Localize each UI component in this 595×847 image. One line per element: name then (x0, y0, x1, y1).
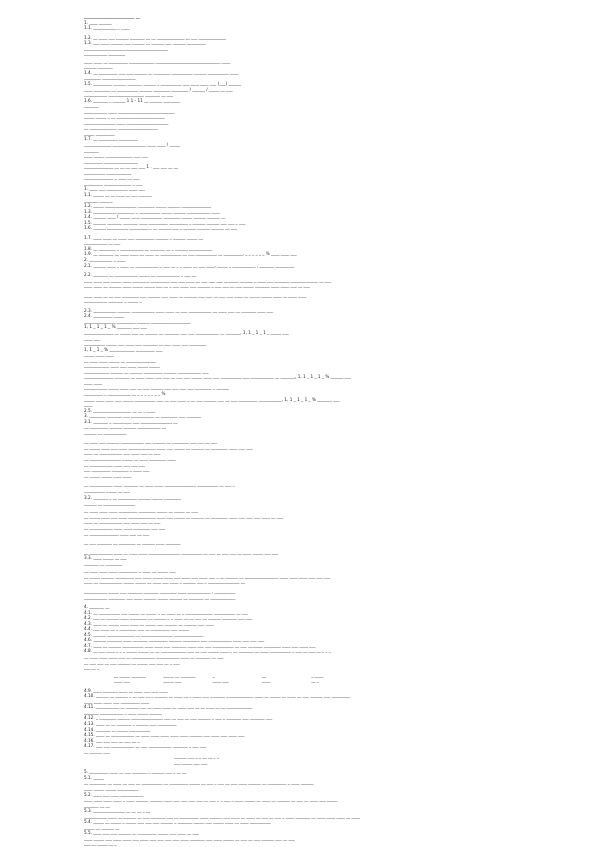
text-line: ____ ____ __ ______ ____ _____ _____ ___ __ _ ___ ____ ___ ______ _ ___ ___ __ ___ _____ _______ ____ ____ ___ __ ___ (84, 283, 310, 289)
text-line: _____ ____ ____ ___ _____ __________ ___ __ ___ ____ _ __ ___ ______ ___ __ ___ _________ ___________, 1, 1 _ 1 _ 1 _ % _______ ___ (84, 396, 340, 402)
text-line: __ ____ ____ ____ _________ _ ____ __ _____ ___ (84, 568, 176, 574)
text-line: 4.14. _______ __ _____ __________ (84, 726, 151, 732)
text-line: ____ __ ___________ _____ _____ __ ____ ___ ____ _ ______ ___ _ _______________ __ (84, 579, 246, 585)
text-line: 1.3. ___________ ________ _ __________ _____ ______ ___________ ____ (84, 208, 220, 214)
table-cell: __ _ (311, 678, 319, 684)
text-line: _________ _____________ _ ___ (84, 180, 143, 186)
text-line: 1.8. __ ________ _ ___________ __ _______ __ _ ______ ___________ (84, 245, 213, 251)
text-line: 3. ________ _______ ___ ___________ __ ________ ___ _______ (84, 413, 202, 419)
text-line: 4.10. ______ __ ______ _ __ ___ __ _ ______ __ ____ __ _ ____ ___ _______ _____________ ____ __ _____ __ ____ __ ___ ______ ___ _________ (84, 693, 351, 699)
text-line: 1.1. ___________ _ ____ (84, 25, 130, 31)
text-line: 5.3. _______________ __ __ __ _ __ (84, 808, 151, 814)
text-line: 2.1. ______ ____ _ ____ __ ___________ _ ___ __ _ _ ____ __ ___ ____, _____ _ ___________ , _______ _________ (84, 262, 295, 268)
table-cell: ____ (262, 678, 271, 684)
text-line: 5.5. ____ ___ ___ ______ __ _________ _____ ___ ____ __ ___ (84, 830, 199, 836)
table-header-cell: _ (212, 672, 215, 678)
text-line: 1.2. _____ _______________ ________ _____ ______ ______________ (84, 203, 211, 209)
text-line: __ _____ ____ ___ ____ _____________ ____ ___ _____ __ ______ __ ________ ____ ___ ___ ___ ____ __ ___ (84, 513, 284, 519)
text-line: ____________ ____ ___ ____ _____ _____ (84, 363, 160, 369)
text-line: ___________ ________ ___ ____ ______ _____ ______ __ _______ __ ____________ (84, 594, 236, 600)
text-line: 2.3. ___________ ______ ___________ ____ ____ __ ___ ___________ __ ____ ___ __ _______ ____ ___ (84, 307, 274, 313)
text-line: 4.16. ___ ___ ___ __ ___ __ _ (84, 737, 140, 743)
text-line: __ ___________ ____ _______ __ ____ ____ _______________ __________ __ ___ _ (84, 482, 235, 488)
text-line: ____ _____ _____ __________ (84, 786, 139, 791)
text-line: 5.4. _____ __ _____ _ _____ ___ ___ ___ ______ _ _______ _____ ___ _____ ____ __ ____ __________ (84, 819, 271, 825)
text-line: __ ____ ____ ____ _________ ________ _____ __ _____ __ ___ (84, 508, 198, 514)
text-line: 1, 1 _ 1 _ % ____________ _________ ___ (84, 346, 163, 352)
text-line: __ ______________ ____ ___ __ ___ (84, 530, 150, 536)
text-line: 2. ___________ _ ____ (84, 256, 126, 262)
text-line: 1. ____ ______ (84, 19, 112, 25)
text-line: ______ ___ _ _ __ __ _ _ (174, 754, 219, 760)
text-line: ____ ____ ____ ____ _ ____ ______ ______ ____ ___ ___ ___ ___ __ ___ _ _ ___ _ ____ _____ __ ____ __ ______ __ ___ __ ____ ___ _____ (84, 797, 338, 803)
text-line: 1.5. ______ _______ _______ ____ _________ _________ _ ______ ______ ___ ___ _ ___ (84, 219, 246, 225)
text-line: 4.15. ____ __ ___________ __ ____ ____ ____ ____ ____ ______ ___ ____ ___ ____ ___ (84, 732, 245, 738)
text-line: ___________ _______ _ _____ _ (84, 298, 142, 304)
text-line: ___________ __ ___ (84, 240, 121, 246)
text-line: 1, 1 _ 1 _ 1 _ % _______ ___ ___ (84, 324, 147, 330)
table-header-cell: _____ __ _______ (163, 672, 196, 678)
text-line: _____ ____ ____ (84, 352, 114, 358)
text-line: 2.4. _________ _____ (84, 313, 124, 319)
document-body (84, 14, 524, 847)
text-line: __ ____ ____ ____ ___ __ ___________ ___________ ____ __ _______ __ ___ (84, 653, 224, 659)
table-cell: _____ ___ (163, 678, 182, 684)
text-line: 3.1. _______ _ _________ ___ _______________ __ (84, 418, 178, 424)
table-header-cell: __ (262, 672, 267, 678)
text-line: __________ _____ ___ ____ ___ _______ __ ___ ____ ___ ________ (84, 341, 207, 347)
text-line: ___ __ _____ __ _ (84, 841, 117, 847)
text-line: 5. _________ ____ __ ___ _______ _ ______ ___ _ __ __ (84, 769, 187, 775)
text-line: 1. ____ ___ __________ ____ ___ (84, 186, 145, 192)
text-line: 4.17. ___ ___ ___________ __ ___ ___________ _______ _ ___ ___ (84, 743, 207, 749)
text-line: __ ________ __ ____ __ ___ __ __________ __ _________ _____ __ ___ _ ___ __ ___ ____ ______ __ _________ _ ____ ______ (84, 780, 314, 786)
text-line: __ ___ _______ __ ________ __ ______ ____ _______ (84, 540, 181, 546)
text-line: ___ _____ ___ ___ (174, 759, 208, 765)
text-line: 1.7. __ _________ _________ (84, 136, 138, 142)
text-line: ___________ ________ (84, 51, 126, 57)
text-line: __________ _____ __ ___ (84, 487, 130, 493)
text-line: _______ ___________ _ ____ _____ ______ (84, 709, 162, 715)
table-cell: ____ ___ (114, 678, 130, 684)
text-line: ___________ ____ ___________________________ (84, 108, 175, 114)
text-line: ______ _______ (84, 64, 113, 70)
text-line: 4.13. ____ __ __ _______ _ ______ ___ _________ (84, 720, 177, 726)
text-line: ________________________ __ (84, 14, 140, 19)
table-header-cell: _ ____ (311, 672, 324, 678)
text-line: 3.2. _______ _ __ _________ ______ _____ ________ (84, 495, 181, 501)
text-line: __ ____ ___ ______ ___________ ___ ______ __ ________ ___ ___ __ ___ (84, 439, 218, 445)
document-section-2 (84, 684, 524, 847)
text-line: ____ ____ __ _________ ____________ _______________________________ ____ (84, 58, 231, 64)
text-line: ____ ____ __ __ ___ ________ ___ ______ ___ ____ __ ______ ___ ___ __ ___ ___ ____ __ _____ _____ ____ __ ____ ____ (84, 292, 307, 298)
text-line: _______ ______ (84, 197, 113, 203)
text-line: __ _____________ ___________________ (84, 125, 158, 131)
text-line: 4.1. __ __________ ___ _____ __ _____ _ __ ____ __ _ _____________ __________ __ ___ (84, 609, 249, 615)
text-line: ___________ ____ __ ______ __ ___ _______ ___ __ _________ ____ ______ ___ ____ __ ____ __ ___ __ ___ _ ____ _______ __ ____ ____ ____ __ ____ (84, 813, 360, 819)
text-line: ____ _____ ___ ____ ____ ___ ____ ___ ___ ___ ___ ____ _______ ___ ____ _____ __ ___ __ ___ ______ ___ __ ___ (84, 835, 295, 841)
text-line: _______ (84, 103, 99, 109)
text-line: 4.3. ____ __ _____ ____ ____ __ _____ ___ ______ __ ______ ___ ____ (84, 620, 214, 626)
text-line: 1.7. ____ ____ __ ____ ___ _________ ______ _ ______ _____ __ (84, 234, 203, 240)
text-line: 1.3. ___ ____ ______ ___ ______ __ ______ ___ ______ _________ (84, 40, 206, 46)
text-line: 4.9. ____ _______ ____ __ ____ ___ ___ ____ (84, 687, 168, 693)
text-line: _____ __ ______ __ (84, 824, 120, 830)
text-line: _______________ _________ ______ ___________________ (84, 318, 191, 324)
text-line: __ _________ ______ ______ ___________ __ (84, 424, 167, 430)
table-cell: ____ ___ (212, 678, 229, 684)
text-line: 4.6. ______ _______ ____ _______ _________ ______ ________ ___ ___________ ____ ___ ___ ___ (84, 637, 265, 643)
text-line: 4.5. ______ _____________ __ _______________ ______________ (84, 631, 204, 637)
text-line: 4.4. ___ ____ __ _ ________ ___ __ _________ ___ _____ (84, 626, 190, 632)
text-line: __ _____ ______ _________ ___ ____ _____ ____ ___ ____ ___ ____ ___ _ __ ______ __ ________________ ____ ____ ____ ___ ___ ___ (84, 573, 331, 579)
text-line: _____ _____ _ __ _______________________ (84, 114, 165, 120)
text-line: 2.2. _______ __ ___________ _____ __ ___________ _ ___ __ (84, 272, 197, 278)
text-line: __ _____ ____ ___ ____ _____________ ____ ___ _____ __ ______ __ ________ ____ ___ ___ (84, 444, 253, 450)
text-line: ___ _________ ________ _ ____ ___ (84, 467, 150, 473)
text-line: ___ __ _ (84, 665, 100, 671)
text-line: ________________________________________ (84, 45, 168, 51)
text-line: ____ (84, 402, 93, 408)
text-line: 4.2. ___ __ ______ ____ ________ __ ______ _ _ ____ __ __ ___ __ ______ _______ ___ ___ (84, 615, 253, 621)
text-line: 4.7. ____ __ ______ __________ ____ ____ ___ _______ ____ ___ ___ __________ __ ___ _______ ________ ____ ___ ____ ___ (84, 642, 316, 648)
text-line: ____ __ ___________ ___ ____ ___ __ ___ (84, 519, 161, 525)
text-line: _____ _________ (84, 130, 115, 136)
text-line: ____ ___ (84, 335, 100, 341)
text-line: ______ __ ___________ (84, 429, 127, 435)
text-line: __ ______ ___ (84, 748, 110, 754)
text-line: 1.9. __ _______ __ ____ ____ __ ____ __ __________ __ ___ __________ __ _________, _ _ _ _ _ _ % ____ ____ ___ (84, 251, 297, 257)
text-line: ____ ____ ___ _____ ____ ________ _________ ___ ___ ____ __ ___ ___ ___ _______ ______ _ ____ ___ _______ _____________ __ ___ (84, 277, 332, 283)
text-line: ___________ _____ ____ ___ __ ___ ______ ___ ___ ___ ___ ________ _ ______ (84, 385, 230, 391)
text-line: _______________ ____ ____________________ (84, 119, 169, 125)
text-line: ______________ _ ____ __ ___ (84, 175, 140, 181)
text-line: ______ __ _______________ (84, 500, 135, 506)
text-line: _______ __ ________ (84, 560, 123, 566)
text-line: 2.5. __________________ __ __ _ ____ (84, 407, 156, 413)
text-line: ____ ________ __ __________ ______ ________ ________ / ______ / _____ __ ___ (84, 86, 233, 92)
text-line: 4. _______ __ (84, 604, 110, 610)
text-line: __ _____ _____ ____ ____ (84, 472, 132, 478)
text-line: ____________ ______ __ ______ _________ ______ ___________ ___ (84, 368, 209, 374)
text-line: 1.4. ______ ____ / _____ ____ __________ ________ _____ ______ ______ __ (84, 214, 226, 220)
text-line: __ ___ ___ __ ___ ______ __ _____ ___ ___ __ _ ___ (84, 659, 180, 665)
text-line: _______ (84, 147, 99, 153)
text-line: ____ _____ _____________ ___ ___ (84, 153, 148, 159)
text-line: 4.11. ___________ __ ______ ___ __ ____ ____ __ ____ ___ __ __ ____ __ __ ____________ (84, 704, 253, 710)
text-line: _________ _ ___________ __ _ _ _ _ _ _ _ % (84, 391, 166, 396)
text-line: 1.2. __ ____ ___ ______ _______ __ __ _____________ __ ___ _____________ (84, 34, 226, 40)
text-line: __ ___________ ____ ___ ___ ___ (84, 461, 146, 467)
text-line: 1.4. __ _________ ___ ___ ______ __ ________ __________ ______ __________ ____ (84, 69, 239, 75)
text-line: ____ __ ___________ ___ ____ ___ __ ___ (84, 450, 161, 456)
text-line: __ ___________ ____ ____ ________ ___ ___ (84, 525, 166, 531)
text-line: ______________ __ _____ ___ __ ______ __ _______ ___ ___ ___________ __ _______, 1, 1 _ 1 _ 1 _ _____ ___ (84, 329, 289, 335)
text-line: ___________ _____ ___ _______ _______ ________ ____ ___________ , __________ (84, 588, 236, 594)
text-line: ______________ __ __ __ ___ ___ 1 . ___ ___ __ __ (84, 164, 179, 170)
text-line: ___________ _________________ _______ __ ___ (84, 92, 174, 98)
text-line: __ ____ ____ _____ __ ______________ (84, 357, 156, 363)
text-line: 5.1. _____ (84, 774, 104, 780)
text-line: __ ___________ ____ __ ____ ____ _______________ __________ __ ___ __ ___ ___ __ ____ _____ ___ ___ (84, 549, 279, 555)
text-line: 4.12. _ ________ ______ _______________ ___ __ ___ __ ___ ______ _ ___ _ _______ ___ _______ ___ (84, 715, 273, 721)
text-line: _________ ________________ (84, 158, 138, 164)
text-line: _____________ ________________ ____ ____ / _____ (84, 142, 181, 148)
text-line: _______ __ __ (84, 802, 110, 808)
text-line: ____ ____ (84, 379, 103, 385)
text-line: ____ ____ ____ ___ _________ ____ (84, 698, 150, 704)
text-line: __________ ____________ (84, 169, 132, 175)
text-line: 4.8. __ ___ ____ _ _ _ _____ _____ __ __ ____________ ___ __ ___ _____ ____ _ __ _______ __ ____ __________ _ ___ __ ___ __ _ _ _ (84, 648, 331, 654)
document-section-1 (84, 14, 524, 671)
text-line: 1.1. _____ __ __ ____ __ ___ ______ (84, 191, 152, 197)
text-line: 1.5. _________ ______ _______ ______ _ __________ ___ ____ ____ ___ (___) ______ (84, 81, 242, 87)
table-header-cell: __ _____ _______ (114, 672, 146, 678)
text-line: 1.6. _______ _ ______ 1 1 - 11 __ ______ ________ (84, 97, 181, 103)
text-line: 5.2. ____ ___ ____ ___________ (84, 791, 144, 797)
text-line: 3.3. ____ _____ __ ___ (84, 555, 127, 561)
text-line: __ _______________ _____ __ ____ ________ ____ (84, 456, 176, 462)
data-table (84, 673, 524, 684)
text-line: ________ ________________ (84, 75, 136, 81)
text-line: ______________ _______ __ ____ ____ ___ ___ __ ___ ___ _____ ____ ___ __________ ___ ___________ __ _______, 1, 1 _ 1 _ 1 _ % ______ ___ (84, 374, 351, 380)
text-line: 1.6. ______ __________ _________ _ __ ______ ___ _ ______ ______ ______ __ ___ (84, 225, 238, 231)
